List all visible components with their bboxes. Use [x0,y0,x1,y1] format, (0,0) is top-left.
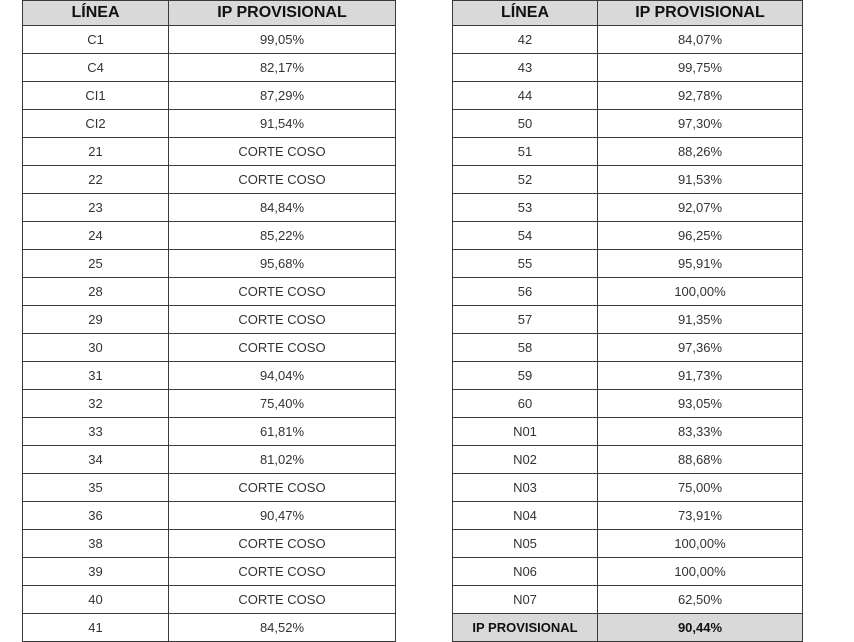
cell-ip-provisional: 92,78% [598,82,803,110]
cell-linea: 32 [23,390,169,418]
table-row [23,110,396,138]
table-row [453,26,803,54]
cell-ip-provisional: 91,73% [598,362,803,390]
cell-linea: 41 [23,614,169,642]
table-row [23,334,396,362]
cell-ip-provisional: 82,17% [169,54,396,82]
cell-linea: 35 [23,474,169,502]
cell-ip-provisional: 87,29% [169,82,396,110]
cell-ip-provisional: 99,75% [598,54,803,82]
table-row [23,250,396,278]
table-row [453,502,803,530]
cell-ip-provisional: CORTE COSO [169,278,396,306]
cell-ip-provisional: 97,30% [598,110,803,138]
cell-linea: 42 [453,26,598,54]
cell-ip-provisional: 88,26% [598,138,803,166]
cell-ip-provisional: 100,00% [598,530,803,558]
cell-ip-provisional: CORTE COSO [169,586,396,614]
table-row [453,194,803,222]
header-row [23,1,396,26]
cell-ip-provisional: 93,05% [598,390,803,418]
table-row [453,166,803,194]
cell-linea: 21 [23,138,169,166]
table-body [453,26,803,614]
cell-linea: 56 [453,278,598,306]
cell-ip-provisional: CORTE COSO [169,474,396,502]
cell-linea: 29 [23,306,169,334]
cell-ip-provisional: 94,04% [169,362,396,390]
cell-ip-provisional: 73,91% [598,502,803,530]
table-row [23,614,396,642]
cell-ip-provisional: 91,53% [598,166,803,194]
cell-linea: 51 [453,138,598,166]
cell-linea: CI1 [23,82,169,110]
table-row [453,390,803,418]
cell-ip-provisional: 91,35% [598,306,803,334]
cell-ip-provisional: 75,40% [169,390,396,418]
cell-linea: 33 [23,418,169,446]
table-row [23,26,396,54]
cell-linea: 43 [453,54,598,82]
table-row [453,418,803,446]
cell-linea: 34 [23,446,169,474]
cell-linea: 55 [453,250,598,278]
table-row [453,530,803,558]
cell-ip-provisional: CORTE COSO [169,558,396,586]
table-row [453,278,803,306]
cell-linea: 50 [453,110,598,138]
table-row [23,390,396,418]
cell-linea: C1 [23,26,169,54]
cell-ip-provisional: 75,00% [598,474,803,502]
cell-linea: 30 [23,334,169,362]
cell-linea: N01 [453,418,598,446]
cell-linea: 24 [23,222,169,250]
cell-linea: N05 [453,530,598,558]
cell-ip-provisional: 99,05% [169,26,396,54]
cell-ip-provisional: 84,07% [598,26,803,54]
cell-linea: 59 [453,362,598,390]
table-row [23,502,396,530]
header-linea: LÍNEA [23,1,169,26]
table-row [23,446,396,474]
cell-linea: N03 [453,474,598,502]
cell-linea: 36 [23,502,169,530]
cell-linea: 52 [453,166,598,194]
cell-ip-provisional: 61,81% [169,418,396,446]
cell-linea: 28 [23,278,169,306]
table-row [453,362,803,390]
table-row [23,54,396,82]
table-row [453,334,803,362]
cell-ip-provisional: 97,36% [598,334,803,362]
cell-linea: 54 [453,222,598,250]
cell-linea: C4 [23,54,169,82]
table-row [453,82,803,110]
cell-linea: 40 [23,586,169,614]
cell-ip-provisional: 85,22% [169,222,396,250]
cell-linea: 44 [453,82,598,110]
cell-ip-provisional: 92,07% [598,194,803,222]
table-row [23,222,396,250]
table-row [453,446,803,474]
cell-linea: CI2 [23,110,169,138]
table-row [453,474,803,502]
table-row [23,194,396,222]
table-row [23,166,396,194]
cell-linea: 25 [23,250,169,278]
cell-linea: 22 [23,166,169,194]
header-row [453,1,803,26]
cell-linea: 23 [23,194,169,222]
table-row [453,54,803,82]
cell-linea: 60 [453,390,598,418]
table-row [23,530,396,558]
total-row [453,614,803,642]
cell-linea: N06 [453,558,598,586]
cell-ip-provisional: 95,91% [598,250,803,278]
cell-ip-provisional: CORTE COSO [169,334,396,362]
cell-ip-provisional: 100,00% [598,278,803,306]
header-ip-provisional: IP PROVISIONAL [169,1,396,26]
table-row [23,418,396,446]
cell-ip-provisional: 81,02% [169,446,396,474]
table-row [453,222,803,250]
cell-linea: N04 [453,502,598,530]
cell-linea: 53 [453,194,598,222]
cell-ip-provisional: 84,84% [169,194,396,222]
cell-ip-provisional: 100,00% [598,558,803,586]
table-row [23,82,396,110]
table-row [23,586,396,614]
table-row [23,362,396,390]
table-row [453,110,803,138]
cell-linea: 38 [23,530,169,558]
cell-ip-provisional: CORTE COSO [169,530,396,558]
table-body [23,26,396,642]
cell-ip-provisional: 83,33% [598,418,803,446]
cell-ip-provisional: 88,68% [598,446,803,474]
table-row [23,474,396,502]
cell-linea: 39 [23,558,169,586]
header-linea: LÍNEA [453,1,598,26]
ip-table-right [452,0,803,642]
ip-table-left [22,0,396,642]
total-label: IP PROVISIONAL [453,614,598,642]
cell-ip-provisional: CORTE COSO [169,138,396,166]
cell-ip-provisional: 91,54% [169,110,396,138]
cell-ip-provisional: CORTE COSO [169,306,396,334]
cell-linea: N07 [453,586,598,614]
cell-linea: 58 [453,334,598,362]
table-row [453,586,803,614]
cell-linea: N02 [453,446,598,474]
cell-ip-provisional: 96,25% [598,222,803,250]
cell-ip-provisional: 95,68% [169,250,396,278]
cell-ip-provisional: CORTE COSO [169,166,396,194]
table-row [23,278,396,306]
header-ip-provisional: IP PROVISIONAL [598,1,803,26]
cell-ip-provisional: 62,50% [598,586,803,614]
table-row [453,250,803,278]
table-row [453,558,803,586]
table-row [23,558,396,586]
table-row [23,138,396,166]
total-value: 90,44% [598,614,803,642]
table-row [23,306,396,334]
table-row [453,138,803,166]
cell-ip-provisional: 84,52% [169,614,396,642]
cell-linea: 57 [453,306,598,334]
cell-linea: 31 [23,362,169,390]
table-row [453,306,803,334]
cell-ip-provisional: 90,47% [169,502,396,530]
